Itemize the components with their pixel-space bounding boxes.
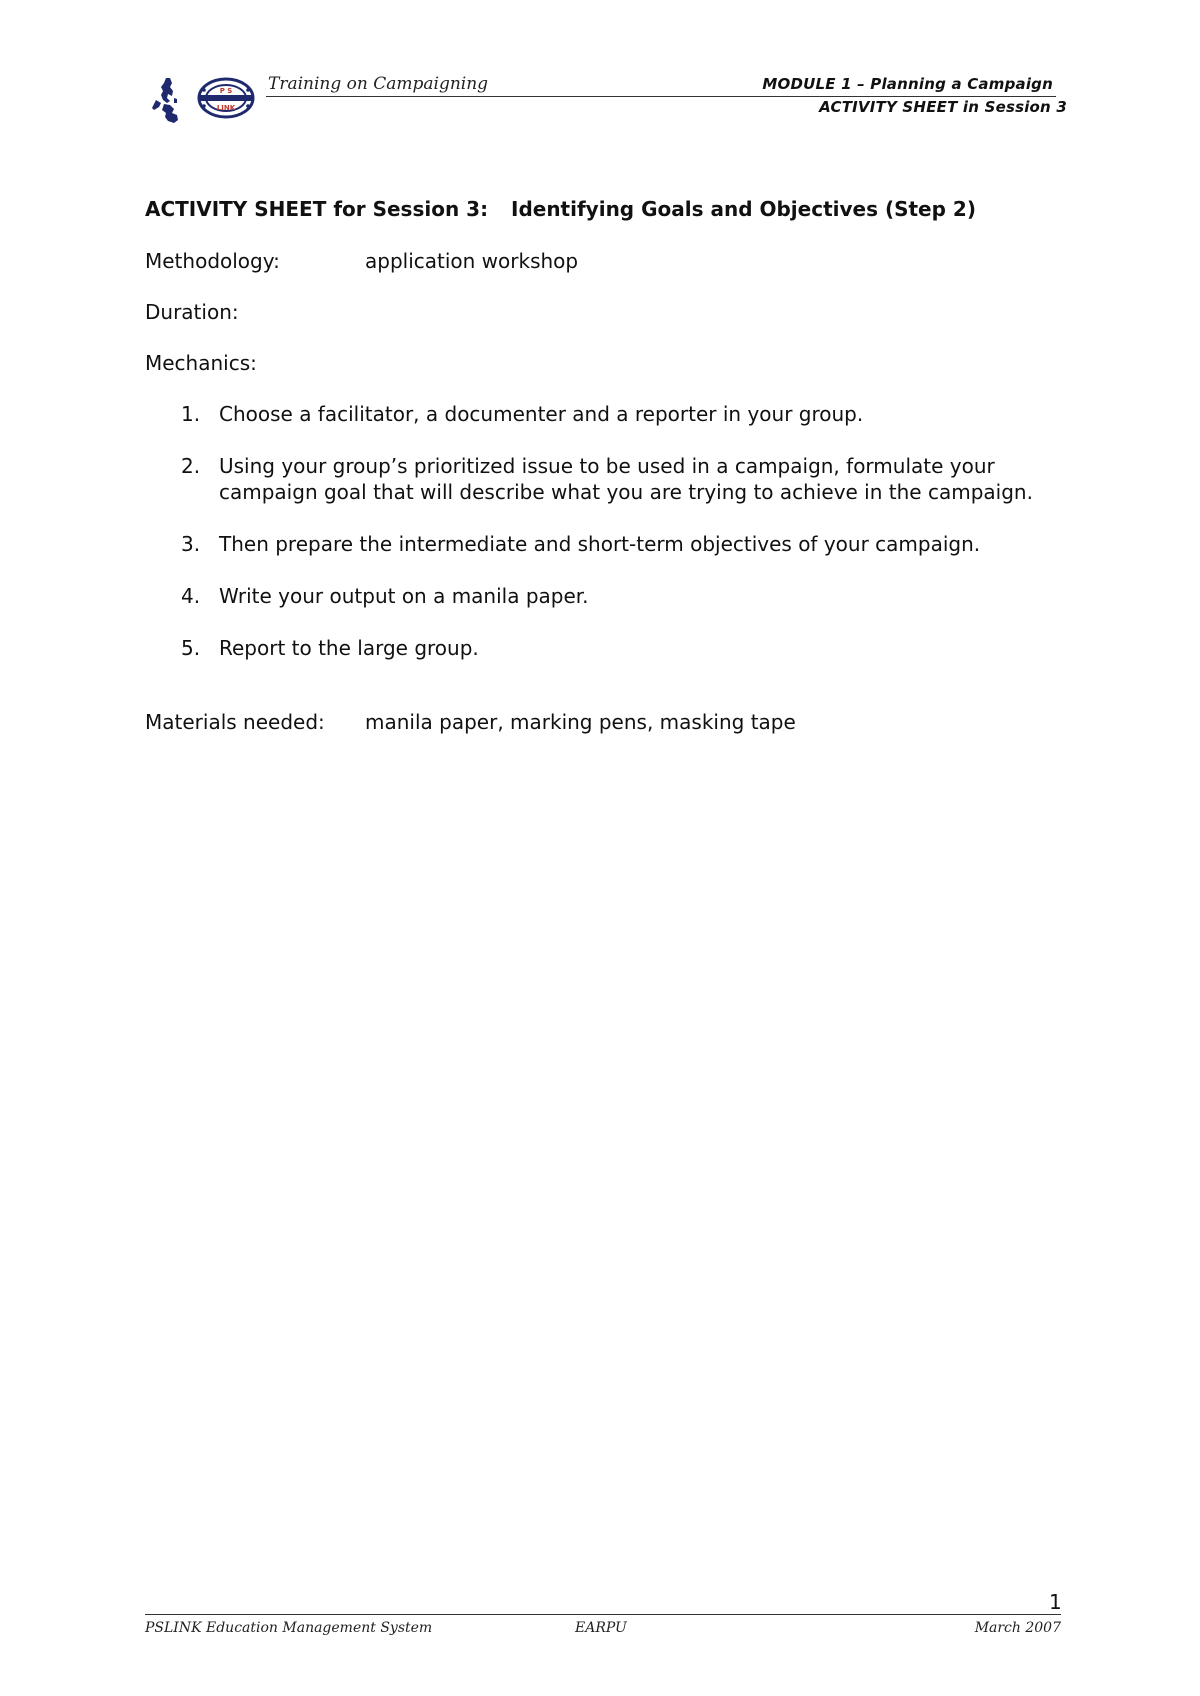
list-item [145,531,1065,557]
step-text: Report to the large group. [219,636,479,660]
header-module: MODULE 1 – Planning a Campaign [762,75,1053,93]
title-prefix: ACTIVITY SHEET for Session 3: [145,197,489,221]
header-title: Training on Campaigning [268,74,489,94]
svg-text:LINK: LINK [216,104,236,112]
step-number: 5. [181,636,201,660]
list-item [145,583,1065,609]
header-divider [266,96,1056,97]
svg-text:P S: P S [219,87,233,95]
document-body [145,196,1065,735]
footer-divider [145,1614,1061,1615]
step-text: Write your output on a manila paper. [219,584,589,608]
mechanics-label: Mechanics: [145,351,257,375]
step-text: Then prepare the intermediate and short-term objectives of your campaign. [219,532,981,556]
materials-label: Materials needed: [145,710,325,734]
duration-row [145,299,1065,325]
footer-unit: EARPU [575,1620,627,1636]
header-logos [150,74,260,124]
footer-date: March 2007 [974,1620,1061,1636]
methodology-value: application workshop [365,249,579,273]
pslink-seal-icon [196,76,256,120]
footer-organization: PSLINK Education Management System [145,1620,433,1636]
page-number: 1 [1049,1590,1062,1614]
page-header [150,70,1067,130]
step-number: 1. [181,402,201,426]
duration-label: Duration: [145,300,239,324]
step-number: 4. [181,584,201,608]
mechanics-row [145,350,1065,376]
header-session: ACTIVITY SHEET in Session 3 [819,98,1067,116]
methodology-row [145,248,1065,274]
step-number: 3. [181,532,201,556]
list-item [145,401,1065,427]
page-footer [145,1620,1061,1642]
title-topic: Identifying Goals and Objectives (Step 2) [511,197,976,221]
document-title [145,196,1065,224]
list-item [145,635,1065,661]
materials-row [145,709,1065,735]
list-item [145,453,1065,505]
step-number: 2. [181,454,201,478]
step-text: Using your group’s prioritized issue to be used in a campaign, formulate your campaign goal that will describe what you are trying to achieve in the campaign. [219,454,1033,504]
methodology-label: Methodology: [145,249,280,273]
step-text: Choose a facilitator, a documenter and a reporter in your group. [219,402,864,426]
materials-value: manila paper, marking pens, masking tape [365,710,796,734]
mechanics-steps [145,401,1065,661]
